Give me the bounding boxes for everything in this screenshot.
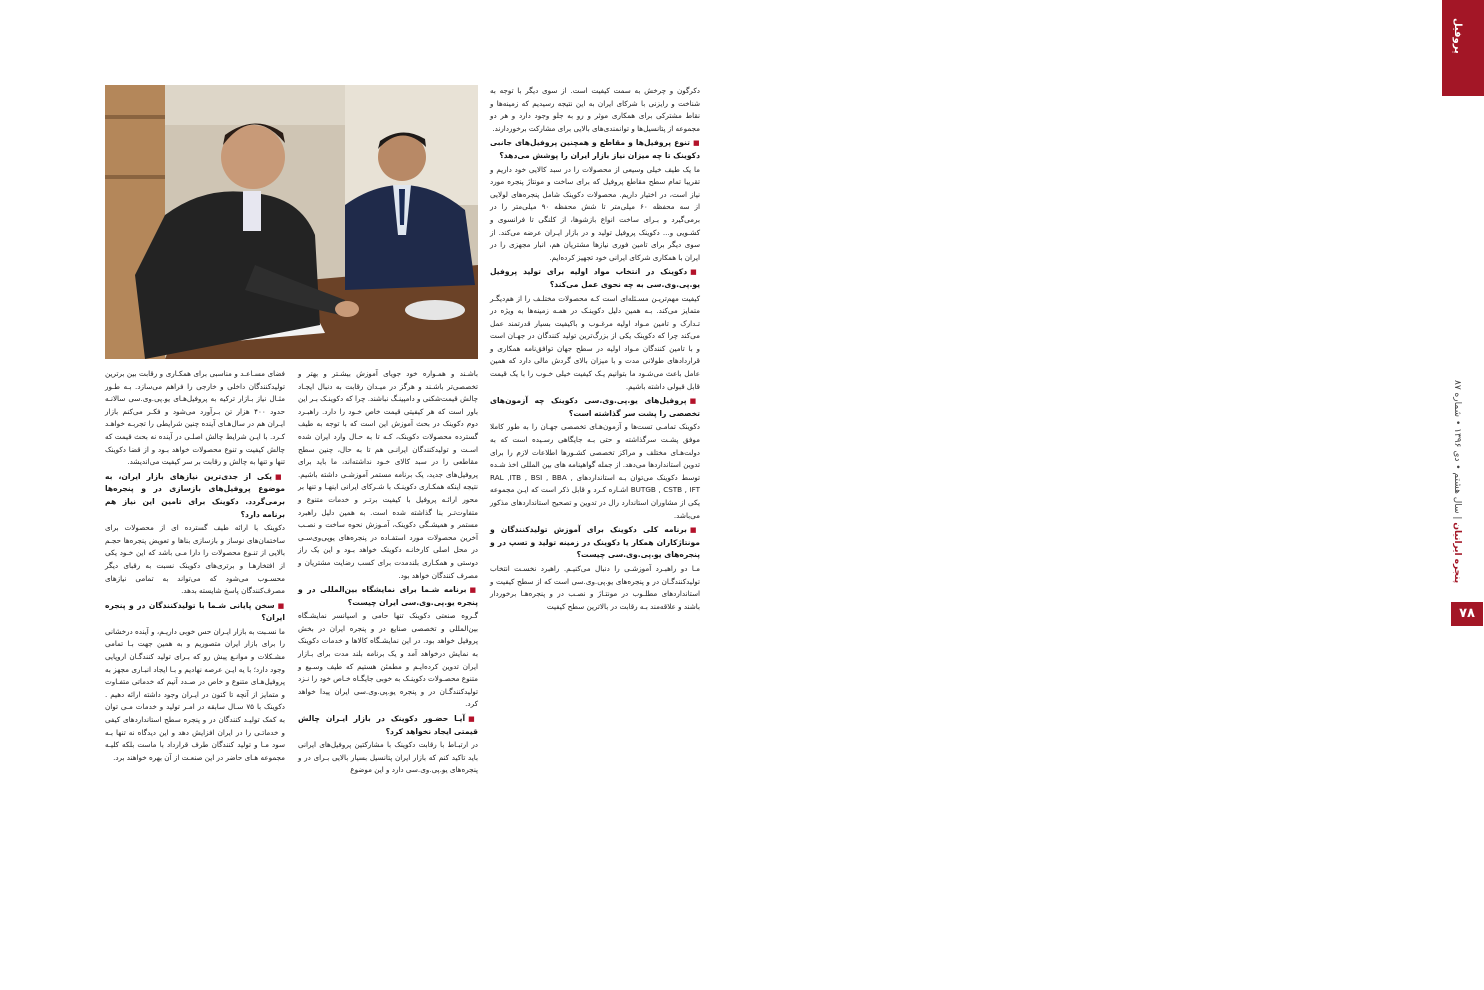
magazine-name: پنجره ایرانیان [1452,522,1462,584]
paragraph: کیفیت مهم‌تریـن مسـئله‌ای است کـه محصولات مختلـف را از هم‌دیگـر متمایز می‌کند. بـه همین دلیل دکوینـک در همـه زمینه‌ها به ویژه در تـدارک و تامین مـواد اولیه مرغـوب و باکیفیت بسیار قدرتمند عمل می‌کند چرا که دکوینک یکی از بزرگ‌ترین تولید کنندگان در جهـان است و با تامین کنندگان مـواد اولیه در سطح جهان توافق‌نامه همکاری و قراردادهای طولانی مدت و با میزان بالای گردش مالی دارد که همین عامل باعث می‌شـود ما بتوانیم یـک کیفیت خیلی خـوب را با یک قیمت قابل قبولی داشته باشیم. [490,293,700,391]
paragraph: ما نسـبت به بازار ایـران حس خوبی داریـم، و آینده درخشانی را برای بازار ایران متصوریم و به همین جهت بـا تمامی مشـکلات و موانـع پیش رو که بـرای تولید کنندگـان اروپایی وجود دارد؛ با یه ایـن عرصه نهادیم و بـا ایجاد انبـاری مجهز به پروفیل‌هـای متنوع و خاص در صـدد آنیم که خدماتی متفـاوت و متمایز از آنچه تا کنون در ایـران وجود داشته ارائه دهیم . دکوینک با ۷۵ سـال سابقه در امـر تولید و خدمات مـی توان به کمک تولیـد کنندگان در و پنجره سطح استانداردهای کیفی و خدماتـی را در ایران افزایش دهد و این دیدگاه نه تنها بـه سود مـا و تولید کنندگان طرف قرارداد با ماست بلکه کلیـه مجموعه هـای حاضر در این صنعـت از آن بهره خواهند برد. [105,626,285,762]
paragraph: دکرگون و چرخش به سمت کیفیت است. از سوی دیگر با توجه به شناخت و رایزنی با شرکای ایران به این نتیجه رسیدیم که زمینه‌ها و نقاط مشترکی برای همکاری موثر و رو به جلو وجود دارد و هر دو مجموعه از پتانسیل‌ها و توانمندی‌های بالایی برای مشارکت برخوردارند. [490,86,700,133]
question-heading: ■ تنوع پروفیل‌ها و مقاطع و همچنین پروفیل‌های جانبی دکوینک تا چه میزان نیاز بازار ایران را پوشش می‌دهد؟ [490,137,700,162]
side-strip [719,0,1475,990]
section-label: پروفیل [1452,18,1463,54]
question-heading: ■ دکوینک در انتخاب مواد اولیه برای تولید پروفیل یو.پی.وی.سی به چه نحوی عمل می‌کند؟ [490,266,700,291]
page-number: ۷۸ [1451,602,1483,626]
issue-info [1452,380,1462,583]
paragraph: دکوینک تمامـی تست‌ها و آزمون‌هـای تخصصی جهـان را به طور کاملا موفق پشـت سرگذاشته و حتی بـه جایگاهی رسـیده است که به دولت‌هـای مختلف و مراکز تخصصی کشـورها اطلاعات لازم را برای تدوین استانداردها می‌دهد. از جمله گواهینامه های بین المللی اخذ شـده توسط دکوینک می‌توان بـه استانداردهای RAL ,ITB , BSI , BBA , BUTGB , CSTB , IFT اشـاره کـرد و قابل ذکر است که ایـن مجموعه یکی از مشاوران استاندارد رال در تدوین و تصحیح استانداردهای مذکور می‌باشد. [490,422,700,520]
text-column-middle [298,368,478,778]
paragraph: دکوینک با ارائه طیف گسترده ای از محصولات برای ساختمان‌های نوساز و بازسازی بناها و تعویض پنجره‌ها حجـم بالایی از تنـوع محصولات را دارا مـی باشد که این خـود یکی از افتخارهـا و برتری‌های دکوینک نسبت به رقبای دیگر محسـوب می‌شود که می‌تواند به تمامی نیازهای مصرف‌کنندگان پاسخ شایسته بدهد. [105,523,285,596]
paragraph: باشـند و همـواره خود جویای آموزش بیشـتر و بهتر و تخصصی‌تر باشـند و هرگز در میـدان رقابت به دنبال ایجـاد چالش قیمت‌شکنی و دامپینـگ نباشند. چرا که دکوینـک بـر این باور است که هر کیفیتی قیمت خاص خـود را دارد. راهبـرد دوم دکوینک در بحث آموزش این است که با توجه به طیف گسترده محصولات دکوینک، کـه تا به حـال وارد ایران شده اسـت و تولیدکنندگان ایرانـی هم تا به حال، چنین سطح مقاطعی را در سبد کالای خـود نداشته‌اند، ما باید برای پروفیل‌های جدید، یک برنامه مستمر آموزشـی داشته باشیم. نتیجه اینکه همکـاری دکوینـک با شـرکای ایرانی اینهـا و تنها بر محور ارائـه پروفیل با کیفیت برتـر و خدمات متنوع و متفاوت‌تـر بنا گذاشته شده است. به همین دلیل راهبرد مستمر و همیشـگی دکوینک، آمـوزش نحوه ساخت و نصـب آخرین محصولات مورد استفـاده در پنجره‌های یوپی‌وی‌سـی در محل اصلی کارخانـه دکوینک خواهد بـود و این یک راز دوستی و همکـاری بلندمدت برای کسب رضایت مشتریان و مصرف کنندگان خواهد بود. [298,369,478,580]
question-heading: ■ سخن پایانی شـما با تولیدکنندگان در و پنجره ایران؟ [105,600,285,625]
interview-photo-illustration [105,85,478,359]
question-heading: ■ پروفیل‌های یو.پی.وی.سی دکوینک چه آزمون‌های تخصصی را پشت سر گذاشته است؟ [490,395,700,420]
question-heading: ■ یکی از جدی‌ترین نیازهای بازار ایران، به موضوع پروفیل‌های بازسازی در و پنجره‌ها برمی‌گردد. دکوینک برای تامین این نیاز هم برنامه دارد؟ [105,471,285,521]
paragraph: در ارتبـاط با رقابت دکوینک با مشارکتین پروفیل‌های ایرانی باید تاکید کنم که بازار ایران پتانسیل بسیار بالایی بـرای در و پنجره‌های یو.پی.وی.سی دارد و این موضوع [298,740,478,775]
text-column-right [490,85,700,614]
question-heading: ■ برنامه کلی دکوینک برای آموزش تولیدکنندگان و مونتاژکاران همکار یا دکوینک در زمینه تولید و تسپ در و پنجره‌های یو.پی.وی.سی چیست؟ [490,524,700,562]
section-tab [1442,0,1484,96]
question-heading: ■ آیـا حضـور دکوینک در بازار ایـران چالش قیمتی ایجاد نخواهد کرد؟ [298,713,478,738]
paragraph: مـا دو راهبـرد آموزشـی را دنبال می‌کنیـم. راهبرد نخسـت انتخاب تولیدکنندگـان در و پنجره‌های یو.پی.وی.سی است که از سطح کیفیت و استانداردهای مطلـوب در مونتـاژ و نصـب در و پنجره‌هـا برخوردار باشند و علاقه‌مند بـه رقابت در بالاترین سطح کیفیت [490,563,700,611]
paragraph: گـروه صنعتی دکوینک تنها حامی و اسپانسر نمایشـگاه بین‌المللی و تخصصی صنایع در و پنجره ایران در بخش پروفیل خواهد بود. در این نمایشـگاه کالاها و خدمات دکوینک به نمایش درخواهد آمد و یک برنامه بلند مدت برای بـازار ایران تدوین کرده‌ایـم و مطمئن هستیم که طیف وسـیع و متنوع محصـولات دکوینـک به خوبی جایگـاه خـاص خود را نـزد تولیدکنندگـان در و پنجره یو.پی.وی.سی ایران پیدا خواهد کرد. [298,611,478,709]
paragraph: فضای مسـاعـد و مناسبی برای همکـاری و رقابت بین برترین تولیدکنندگان داخلی و خارجی را فراهم می‌سازد. بـه طـور مثـال نیاز بـازار ترکیه به پروفیل‌هـای یو.پی.وی.سی سالانـه حدود ۴۰۰ هزار تن بـرآورد می‌شود و فکـر می‌کنم بازار ایـران هم در سال‌هـای آینده چنین شرایطی را تجربـه خواهـد کـرد. با ایـن شرایط چالش اصلـی در آینده نه بحث قیمت که چالش کیفیت و تنوع محصولات خواهد بـود و از قضا دکوینک تنها و تنها به چالش و رقابت بر سر کیفیت می‌اندیشد. [105,369,285,467]
question-heading: ■ برنامه شـما برای نمایشگاه بین‌المللی در و پنجره یو.پی.وی.سی ایران چیست؟ [298,584,478,609]
interview-photo [105,85,478,359]
issue-details: | سال هشتم • دی ۱۳۹۶ • شماره ۸۷ [1452,380,1462,520]
text-column-left [105,368,285,765]
paragraph: ما یک طیف خیلی وسیعی از محصولات را در سبد کالایی خود داریم و تقریبا تمام سطح مقاطع پروفیل که برای ساخت و مونتاژ پنجره مورد نیاز است، در اختیار داریم. محصولات دکوینک شامل پنجره‌های لولایی از سه محفظه ۶۰ میلی‌متر تا شش محفظه ۹۰ میلی‌متر را در برمی‌گیرد و بـرای ساخت انواع بازشوها، از کلنگی تا فرانسوی و کشـویی و... دکوینک پروفیل تولید و در بازار ایـران عرضه می‌کند. از سوی دیگر برای تامین فوری نیازها مشتریان هم، انبار مجهزی را در ایران با همکاری شرکای ایرانی خود تجهیز کرده‌ایم. [490,164,700,262]
